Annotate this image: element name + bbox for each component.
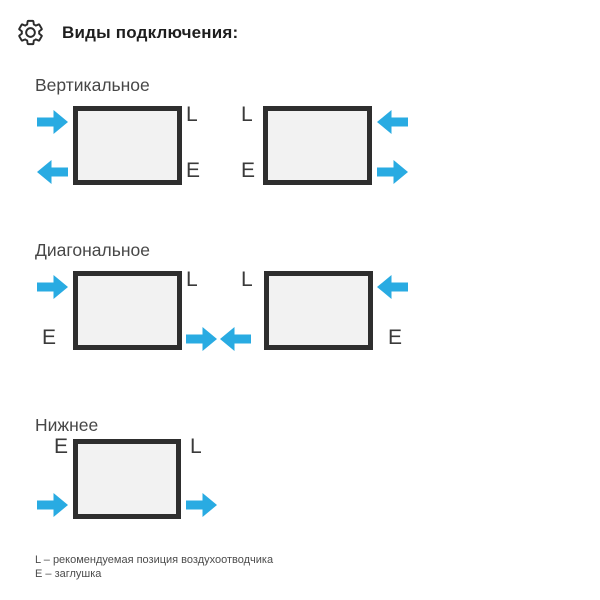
flow-arrow-out-icon [186,493,217,517]
port-label-plug: E [186,159,201,182]
flow-arrow-in-icon [37,275,68,299]
flow-arrow-out-icon [220,327,251,351]
radiator-body [73,271,182,350]
radiator-body [264,271,373,350]
flow-arrow-out-icon [377,160,408,184]
section-title-vertical: Вертикальное [35,75,150,95]
port-label-plug: E [42,326,57,349]
flow-arrow-in-icon [37,493,68,517]
port-label-plug: E [241,159,256,182]
legend-line-plug: E – заглушка [35,568,102,580]
legend [35,553,273,581]
page-title: Виды подключения: [62,23,239,42]
flow-arrow-in-icon [377,275,408,299]
port-label-plug: E [54,435,69,458]
port-label-air-vent: L [190,435,202,458]
flow-arrow-in-icon [377,110,408,134]
port-label-air-vent: L [186,268,198,291]
radiator-body [263,106,372,185]
radiator-body [73,106,182,185]
section-title-bottom: Нижнее [35,415,99,435]
port-label-air-vent: L [241,103,253,126]
port-label-air-vent: L [186,103,198,126]
gear-icon [16,18,45,47]
port-label-air-vent: L [241,268,253,291]
flow-arrow-out-icon [186,327,217,351]
radiator-body [73,439,181,519]
legend-line-air-vent: L – рекомендуемая позиция воздухоотводчика [35,554,274,566]
flow-arrow-out-icon [37,160,68,184]
section-title-diagonal: Диагональное [35,240,150,260]
port-label-plug: E [388,326,403,349]
flow-arrow-in-icon [37,110,68,134]
